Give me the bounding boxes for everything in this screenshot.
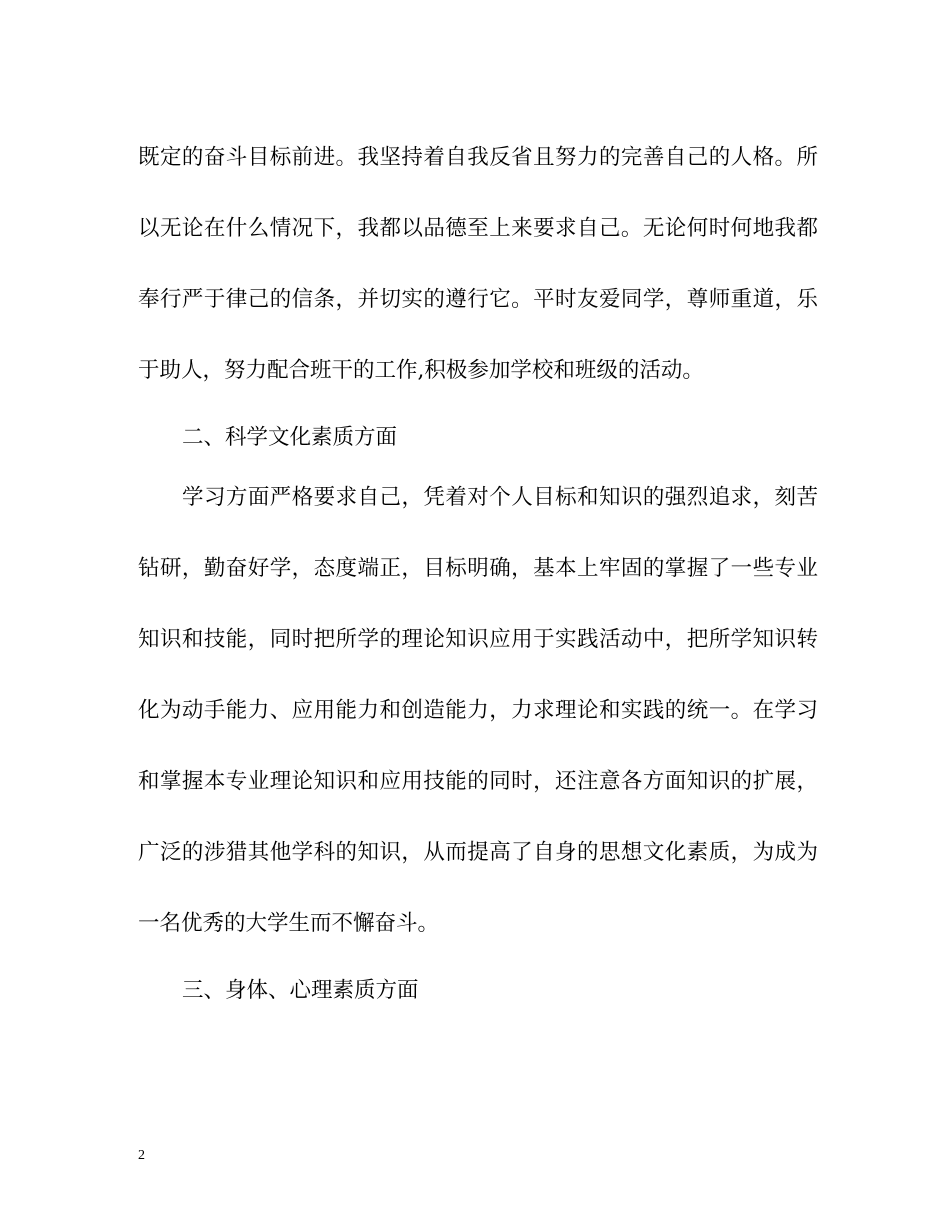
paragraph-line: 一名优秀的大学生而不懈奋斗。 <box>138 911 440 936</box>
paragraph-line: 学习方面严格要求自己，凭着对个人目标和知识的强烈追求，刻苦 <box>182 485 818 510</box>
paragraph-line: 既定的奋斗目标前进。我坚持着自我反省且努力的完善自己的人格。所 <box>138 145 818 170</box>
paragraph-line: 以无论在什么情况下，我都以品德至上来要求自己。无论何时何地我都 <box>138 216 818 241</box>
paragraph-line: 钻研，勤奋好学，态度端正，目标明确，基本上牢固的掌握了一些专业 <box>138 556 818 581</box>
paragraph-line: 和掌握本专业理论知识和应用技能的同时，还注意各方面知识的扩展， <box>138 769 818 794</box>
section-heading: 二、科学文化素质方面 <box>182 425 398 450</box>
paragraph-line: 知识和技能，同时把所学的理论知识应用于实践活动中，把所学知识转 <box>138 627 818 652</box>
paragraph-line: 广泛的涉猎其他学科的知识，从而提高了自身的思想文化素质，为成为 <box>138 840 818 865</box>
paragraph-line: 奉行严于律己的信条，并切实的遵行它。平时友爱同学，尊师重道，乐 <box>138 287 818 312</box>
page-number: 2 <box>138 1148 145 1163</box>
paragraph-line: 化为动手能力、应用能力和创造能力，力求理论和实践的统一。在学习 <box>138 698 818 723</box>
section-heading: 三、身体、心理素质方面 <box>182 978 419 1003</box>
paragraph-line: 于助人，努力配合班干的工作,积极参加学校和班级的活动。 <box>138 358 704 383</box>
